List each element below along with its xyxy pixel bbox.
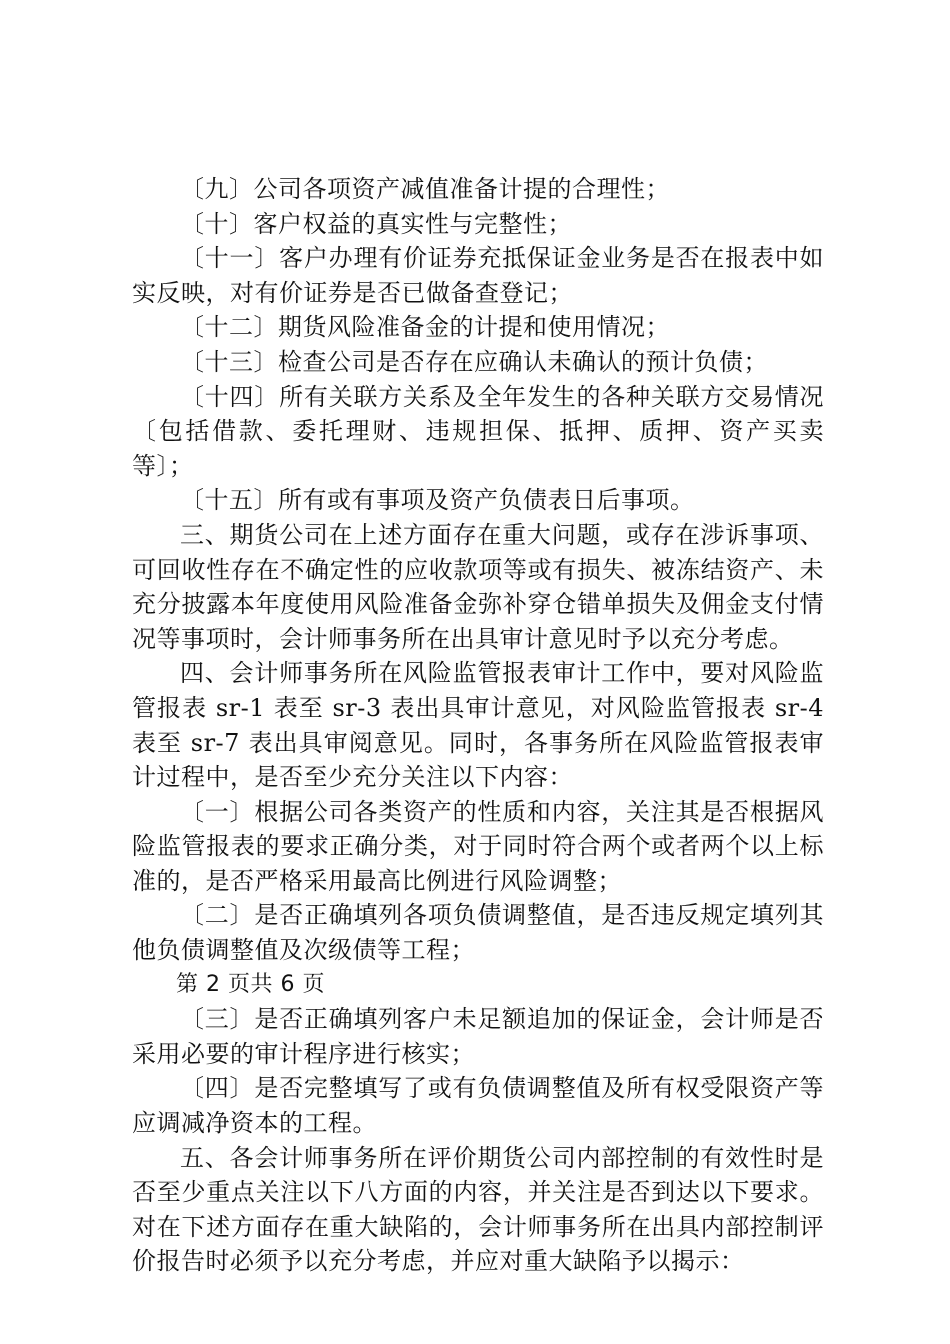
paragraph-section-4: 四、会计师事务所在风险监管报表审计工作中，要对风险监管报表 sr-1 表至 sr-3 表出具审计意见，对风险监管报表 sr-4 表至 sr-7 表出具审阅意见。同时，各事务所在风险监管报表审计过程中，是否至少充分关注以下内容： bbox=[132, 659, 824, 792]
paragraph-item-10: 〔十〕客户权益的真实性与完整性； bbox=[180, 209, 572, 238]
paragraph-subitem-3: 〔三〕是否正确填列客户未足额追加的保证金，会计师是否采用必要的审计程序进行核实； bbox=[132, 1005, 824, 1068]
paragraph-section-5: 五、各会计师事务所在评价期货公司内部控制的有效性时是否至少重点关注以下八方面的内容，并关注是否到达以下要求。对在下述方面存在重大缺陷的，会计师事务所在出具内部控制评价报告时必须予以充分考虑，并应对重大缺陷予以揭示： bbox=[132, 1143, 824, 1276]
paragraph-item-14: 〔十四〕所有关联方关系及全年发生的各种关联方交易情况〔包括借款、委托理财、违规担保、抵押、质押、资产买卖等〕； bbox=[132, 382, 824, 480]
paragraph-subitem-4: 〔四〕是否完整填写了或有负债调整值及所有权受限资产等应调减净资本的工程。 bbox=[132, 1074, 824, 1138]
paragraph-item-13: 〔十三〕检查公司是否存在应确认未确认的预计负债； bbox=[180, 347, 768, 376]
paragraph-item-9: 〔九〕公司各项资产减值准备计提的合理性； bbox=[180, 175, 670, 203]
page-number: 第 2 页共 6 页 bbox=[176, 971, 325, 997]
paragraph-subitem-1: 〔一〕根据公司各类资产的性质和内容，关注其是否根据风险监管报表的要求正确分类，对于同时符合两个或者两个以上标准的，是否严格采用最高比例进行风险调整； bbox=[132, 797, 824, 895]
paragraph-section-3: 三、期货公司在上述方面存在重大问题，或存在涉诉事项、可回收性存在不确定性的应收款项等或有损失、被冻结资产、未充分披露本年度使用风险准备金弥补穿仓错单损失及佣金支付情况等事项时，会计师事务所在出具审计意见时予以充分考虑。 bbox=[132, 520, 824, 653]
paragraph-item-11: 〔十一〕客户办理有价证券充抵保证金业务是否在报表中如实反映，对有价证券是否已做备查登记； bbox=[132, 244, 824, 307]
paragraph-item-15: 〔十五〕所有或有事项及资产负债表日后事项。 bbox=[180, 486, 695, 515]
paragraph-subitem-2: 〔二〕是否正确填列各项负债调整值，是否违反规定填列其他负债调整值及次级债等工程； bbox=[132, 901, 824, 965]
document-body bbox=[132, 172, 824, 1279]
paragraph-item-12: 〔十二〕期货风险准备金的计提和使用情况； bbox=[180, 313, 670, 342]
